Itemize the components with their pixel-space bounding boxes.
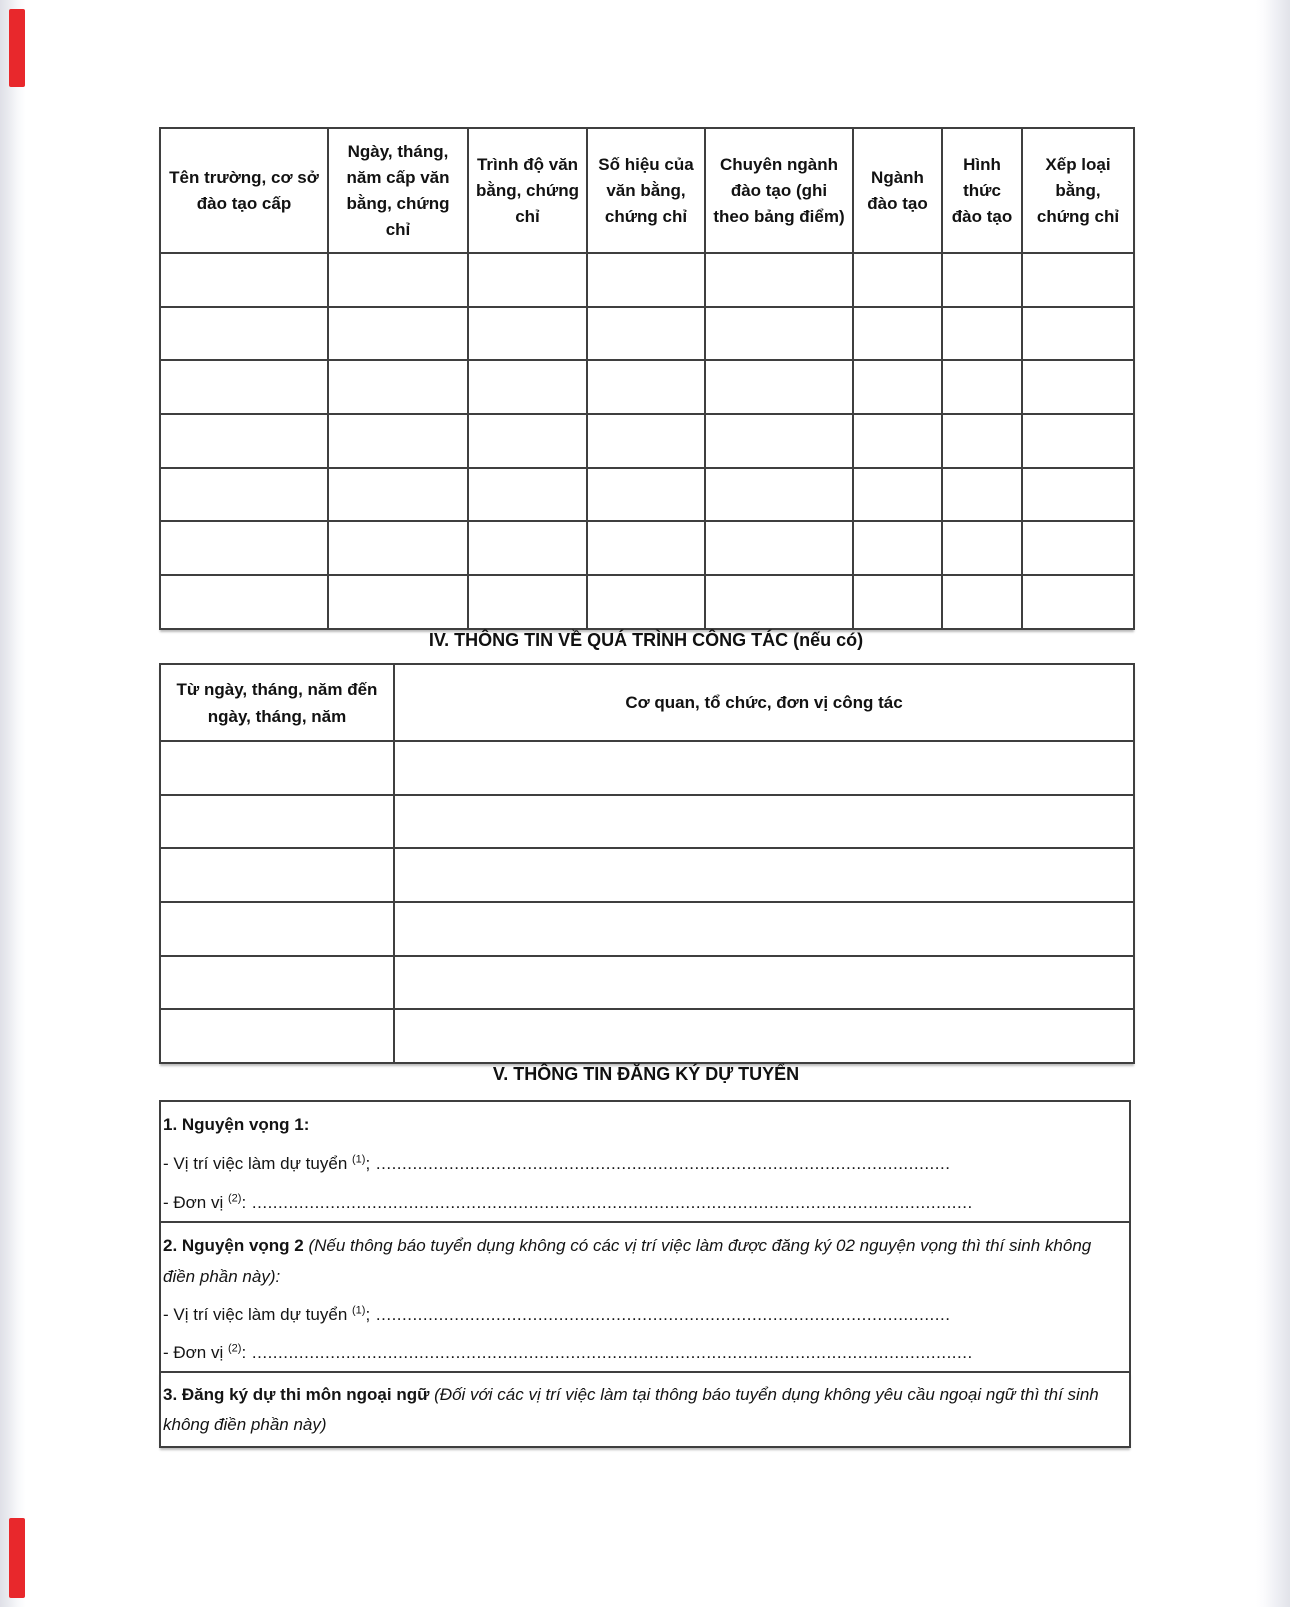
- empty-cell: [328, 521, 468, 575]
- aspiration-2-heading-bold: 2. Nguyện vọng 2: [163, 1236, 304, 1255]
- empty-cell: [328, 414, 468, 468]
- aspiration-2-heading: [163, 1230, 1125, 1292]
- empty-cell: [587, 468, 705, 522]
- empty-cell: [328, 253, 468, 307]
- empty-cell: [394, 1009, 1134, 1063]
- empty-cell: [942, 307, 1022, 361]
- empty-cell: [853, 521, 942, 575]
- unit-label: - Đơn vị: [163, 1343, 228, 1362]
- empty-row: [160, 575, 1134, 629]
- col-header-organization: Cơ quan, tổ chức, đơn vị công tác: [394, 664, 1134, 741]
- work-table-body: [160, 741, 1134, 1063]
- col-header-degree-level: Trình độ văn bằng, chứng chỉ: [468, 128, 587, 253]
- empty-cell: [853, 360, 942, 414]
- language-exam-heading: [163, 1380, 1125, 1440]
- position-label: - Vị trí việc làm dự tuyển: [163, 1154, 352, 1173]
- empty-cell: [394, 902, 1134, 956]
- empty-cell: [468, 253, 587, 307]
- empty-row: [160, 795, 1134, 849]
- empty-row: [160, 414, 1134, 468]
- empty-cell: [942, 414, 1022, 468]
- empty-cell: [942, 575, 1022, 629]
- position-label: - Vị trí việc làm dự tuyển: [163, 1305, 352, 1324]
- empty-row: [160, 902, 1134, 956]
- empty-cell: [328, 307, 468, 361]
- empty-row: [160, 307, 1134, 361]
- aspiration-1-box: [159, 1100, 1131, 1223]
- empty-cell: [1022, 360, 1134, 414]
- empty-cell: [160, 848, 394, 902]
- empty-cell: [853, 414, 942, 468]
- empty-cell: [587, 575, 705, 629]
- empty-cell: [394, 848, 1134, 902]
- empty-cell: [853, 307, 942, 361]
- empty-row: [160, 956, 1134, 1010]
- unit-blank-field: : ..........................................................................................................................................: [241, 1343, 973, 1362]
- col-header-period: Từ ngày, tháng, năm đến ngày, tháng, năm: [160, 664, 394, 741]
- language-exam-heading-bold: 3. Đăng ký dự thi môn ngoại ngữ: [163, 1385, 430, 1404]
- empty-row: [160, 468, 1134, 522]
- empty-cell: [705, 414, 853, 468]
- empty-cell: [160, 414, 328, 468]
- page-right-edge-shadow: [1256, 0, 1290, 1607]
- empty-cell: [1022, 414, 1134, 468]
- education-table-header-row: [160, 128, 1134, 253]
- empty-row: [160, 848, 1134, 902]
- work-history-table: [159, 663, 1135, 1064]
- position-footnote-ref: (1): [352, 1304, 366, 1317]
- empty-cell: [705, 521, 853, 575]
- empty-cell: [468, 575, 587, 629]
- empty-cell: [942, 360, 1022, 414]
- col-header-issue-date: Ngày, tháng, năm cấp văn bằng, chứng chỉ: [328, 128, 468, 253]
- empty-cell: [942, 253, 1022, 307]
- empty-cell: [587, 307, 705, 361]
- empty-cell: [942, 521, 1022, 575]
- empty-row: [160, 1009, 1134, 1063]
- empty-cell: [1022, 253, 1134, 307]
- section-iv-title: IV. THÔNG TIN VỀ QUÁ TRÌNH CÔNG TÁC (nếu có): [428, 630, 864, 650]
- empty-cell: [468, 414, 587, 468]
- position-blank-field: ; ..............................................................................................................: [365, 1154, 951, 1173]
- empty-cell: [587, 253, 705, 307]
- empty-cell: [468, 468, 587, 522]
- empty-cell: [468, 360, 587, 414]
- section-v-title: V. THÔNG TIN ĐĂNG KÝ DỰ TUYỂN: [492, 1064, 800, 1084]
- empty-cell: [705, 468, 853, 522]
- aspiration-1-heading: 1. Nguyện vọng 1:: [163, 1115, 310, 1134]
- empty-cell: [587, 360, 705, 414]
- empty-cell: [1022, 575, 1134, 629]
- empty-cell: [853, 253, 942, 307]
- empty-cell: [1022, 521, 1134, 575]
- empty-cell: [853, 575, 942, 629]
- empty-cell: [328, 575, 468, 629]
- aspiration-2-box: [159, 1221, 1131, 1373]
- empty-cell: [160, 253, 328, 307]
- empty-cell: [468, 307, 587, 361]
- col-header-classification: Xếp loại bằng, chứng chỉ: [1022, 128, 1134, 253]
- empty-cell: [1022, 468, 1134, 522]
- empty-cell: [328, 360, 468, 414]
- empty-cell: [394, 741, 1134, 795]
- aspiration-1-position-line: [163, 1151, 1125, 1177]
- empty-cell: [160, 902, 394, 956]
- empty-row: [160, 521, 1134, 575]
- empty-cell: [587, 414, 705, 468]
- empty-cell: [160, 956, 394, 1010]
- col-header-training-form: Hình thức đào tạo: [942, 128, 1022, 253]
- col-header-major: Chuyên ngành đào tạo (ghi theo bảng điểm): [705, 128, 853, 253]
- language-exam-heading-note: (Đối với các vị trí việc làm tại thông báo tuyển dụng không yêu cầu ngoại ngữ thì thí sinh không điền phần này): [163, 1385, 1099, 1434]
- work-table-header-row: [160, 664, 1134, 741]
- unit-label: - Đơn vị: [163, 1193, 228, 1212]
- empty-cell: [1022, 307, 1134, 361]
- col-header-field: Ngành đào tạo: [853, 128, 942, 253]
- empty-cell: [705, 307, 853, 361]
- page-left-edge-shadow: [0, 0, 26, 1607]
- education-table-body: [160, 253, 1134, 629]
- empty-cell: [160, 360, 328, 414]
- language-exam-box: [159, 1371, 1131, 1448]
- aspiration-1-unit-line: [163, 1190, 1125, 1216]
- empty-cell: [705, 575, 853, 629]
- unit-blank-field: : ..........................................................................................................................................: [241, 1193, 973, 1212]
- empty-cell: [160, 795, 394, 849]
- aspiration-2-position-line: [163, 1302, 1125, 1328]
- unit-footnote-ref: (2): [228, 1192, 242, 1205]
- position-footnote-ref: (1): [352, 1153, 366, 1166]
- col-header-certificate-number: Số hiệu của văn bằng, chứng chỉ: [587, 128, 705, 253]
- empty-cell: [942, 468, 1022, 522]
- empty-cell: [328, 468, 468, 522]
- empty-row: [160, 741, 1134, 795]
- aspiration-2-unit-line: [163, 1340, 1125, 1366]
- education-table: [159, 127, 1135, 630]
- empty-cell: [705, 253, 853, 307]
- registration-boxes: [159, 1100, 1131, 1448]
- red-marker-bottom: [9, 1518, 25, 1598]
- empty-cell: [160, 307, 328, 361]
- empty-cell: [394, 795, 1134, 849]
- empty-cell: [160, 468, 328, 522]
- empty-cell: [468, 521, 587, 575]
- empty-cell: [160, 521, 328, 575]
- empty-cell: [160, 741, 394, 795]
- unit-footnote-ref: (2): [228, 1342, 242, 1355]
- empty-cell: [160, 575, 328, 629]
- empty-row: [160, 253, 1134, 307]
- position-blank-field: ; ..............................................................................................................: [365, 1305, 951, 1324]
- empty-cell: [160, 1009, 394, 1063]
- col-header-school: Tên trường, cơ sở đào tạo cấp: [160, 128, 328, 253]
- red-marker-top: [9, 9, 25, 87]
- empty-cell: [853, 468, 942, 522]
- aspiration-2-heading-note: (Nếu thông báo tuyển dụng không có các vị trí việc làm được đăng ký 02 nguyện vọng thì thí sinh không điền phần này):: [163, 1236, 1092, 1286]
- empty-cell: [705, 360, 853, 414]
- empty-cell: [587, 521, 705, 575]
- empty-cell: [394, 956, 1134, 1010]
- empty-row: [160, 360, 1134, 414]
